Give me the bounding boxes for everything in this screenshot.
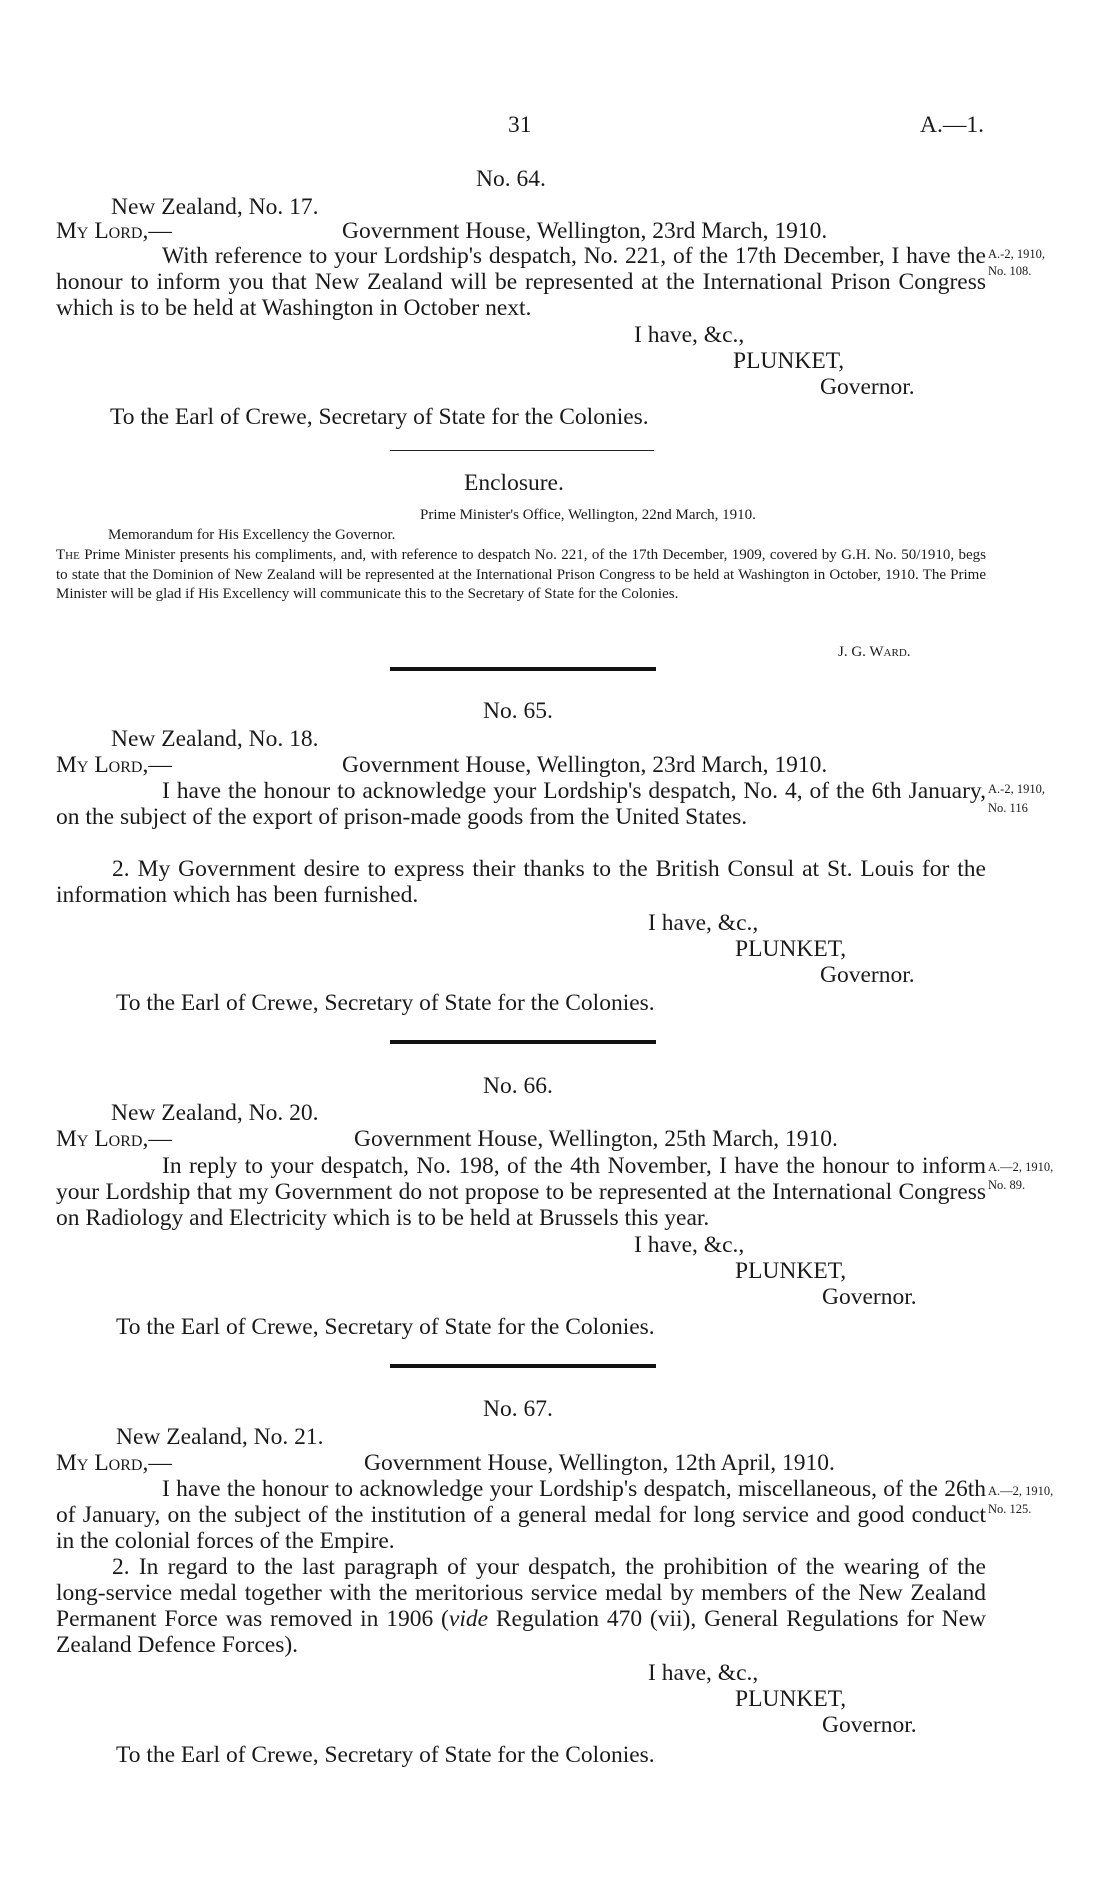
letter-67-para-1: I have the honour to acknowledge your Lordship's despatch, miscellaneous, of the 26th of January, on the subject of the institution of a general medal for long service and good conduct in the colonial forces of the Empire. xyxy=(56,1476,986,1554)
letter-67-para-2 xyxy=(56,1554,986,1658)
letter-67-addressee: To the Earl of Crewe, Secretary of State for the Colonies. xyxy=(116,1742,655,1768)
enclosure-memo-to: Memorandum for His Excellency the Governor. xyxy=(108,527,396,543)
letter-64-margin-note-1: A.-2, 1910, xyxy=(988,247,1045,261)
letter-65-salutation: My Lord,— xyxy=(56,752,172,778)
letter-64-title: Governor. xyxy=(820,374,915,400)
letter-64-addressee: To the Earl of Crewe, Secretary of State for the Colonies. xyxy=(110,404,649,430)
letter-66-addressee: To the Earl of Crewe, Secretary of State for the Colonies. xyxy=(116,1314,655,1340)
section-divider-64-65 xyxy=(390,667,656,671)
letter-67-para-2-a: 2. In regard to the last paragraph of your despatch, the prohibition of the wearing of the long-service medal together with the meritorious service medal by members of the New Zealand Permanent Force was removed in 1906 ( xyxy=(56,1554,986,1632)
letter-65-place-date: Government House, Wellington, 23rd March, 1910. xyxy=(342,752,828,778)
enclosure-lead: The xyxy=(56,547,80,563)
letter-64-ref: New Zealand, No. 17. xyxy=(111,194,319,220)
letter-66-number: No. 66. xyxy=(483,1073,553,1099)
letter-65-addressee: To the Earl of Crewe, Secretary of State for the Colonies. xyxy=(116,990,655,1016)
enclosure-place-date: Prime Minister's Office, Wellington, 22nd March, 1910. xyxy=(420,507,756,523)
letter-66-closing: I have, &c., xyxy=(634,1232,745,1258)
letter-65-margin-note-2: No. 116 xyxy=(988,801,1028,815)
letter-67-para-2-vide: vide xyxy=(448,1606,489,1632)
section-divider-66-67 xyxy=(390,1364,656,1368)
letter-66-signature: PLUNKET, xyxy=(735,1258,847,1284)
letter-66-body: In reply to your despatch, No. 198, of the 4th November, I have the honour to inform your Lordship that my Government do not propose to be represented at the International Congress on Radiology and Electricity which is to be held at Brussels this year. xyxy=(56,1153,986,1231)
letter-66-ref: New Zealand, No. 20. xyxy=(111,1100,319,1126)
series-code: A.—1. xyxy=(920,112,984,138)
letter-64-salutation: My Lord,— xyxy=(56,218,172,244)
enclosure-body-text: Prime Minister presents his compliments, and, with reference to despatch No. 221, of the 17th December, 1909, covered by G.H. No. 50/1910, begs to state that the Dominion of New Zealand will be represented at the International Prison Congress to be held at Washington in October, 1910. The Prime Minister will be glad if His Excellency will communicate this to the Secretary of State for the Colonies. xyxy=(56,547,987,602)
enclosure-body xyxy=(56,546,986,605)
letter-65-ref: New Zealand, No. 18. xyxy=(111,726,319,752)
section-divider-65-66 xyxy=(390,1040,656,1044)
letter-67-margin-note-1: A.—2, 1910, xyxy=(988,1484,1054,1498)
letter-67-place-date: Government House, Wellington, 12th April, 1910. xyxy=(364,1450,835,1476)
letter-67-title: Governor. xyxy=(822,1712,917,1738)
letter-66-salutation: My Lord,— xyxy=(56,1126,172,1152)
letter-66-title: Governor. xyxy=(822,1284,917,1310)
letter-67-closing: I have, &c., xyxy=(648,1660,759,1686)
letter-65-para-1: I have the honour to acknowledge your Lordship's despatch, No. 4, of the 6th January, on the subject of the export of prison-made goods from the United States. xyxy=(56,778,986,830)
letter-67-para-2-b: Regulation 470 (vii), General Regulations for New Zealand Defence Forces). xyxy=(56,1606,986,1658)
enclosure-divider xyxy=(390,450,654,451)
letter-64-margin-note-2: No. 108. xyxy=(988,264,1032,278)
letter-67-number: No. 67. xyxy=(483,1396,553,1422)
page-number: 31 xyxy=(508,112,532,138)
enclosure-signatory: J. G. Ward. xyxy=(838,644,911,660)
letter-66-place-date: Government House, Wellington, 25th March, 1910. xyxy=(354,1126,838,1152)
letter-64-place-date: Government House, Wellington, 23rd March, 1910. xyxy=(342,218,828,244)
letter-67-ref: New Zealand, No. 21. xyxy=(116,1424,324,1450)
letter-64-body: With reference to your Lordship's despatch, No. 221, of the 17th December, I have the honour to inform you that New Zealand will be represented at the International Prison Congress which is to be held at Washington in October next. xyxy=(56,243,986,321)
letter-65-closing: I have, &c., xyxy=(648,910,759,936)
letter-64-signature: PLUNKET, xyxy=(733,348,845,374)
letter-65-title: Governor. xyxy=(820,962,915,988)
letter-67-signature: PLUNKET, xyxy=(735,1686,847,1712)
letter-64-number: No. 64. xyxy=(476,166,546,192)
letter-65-number: No. 65. xyxy=(483,698,553,724)
letter-65-para-2: 2. My Government desire to express their thanks to the British Consul at St. Louis for the information which has been furnished. xyxy=(56,856,986,908)
letter-67-margin-note-2: No. 125. xyxy=(988,1502,1032,1516)
letter-66-margin-note-2: No. 89. xyxy=(988,1178,1026,1192)
letter-65-margin-note-1: A.-2, 1910, xyxy=(988,782,1045,796)
letter-66-margin-note-1: A.—2, 1910, xyxy=(988,1160,1054,1174)
letter-67-salutation: My Lord,— xyxy=(56,1450,172,1476)
enclosure-heading: Enclosure. xyxy=(464,470,564,496)
letter-65-signature: PLUNKET, xyxy=(735,936,847,962)
letter-64-closing: I have, &c., xyxy=(634,322,745,348)
